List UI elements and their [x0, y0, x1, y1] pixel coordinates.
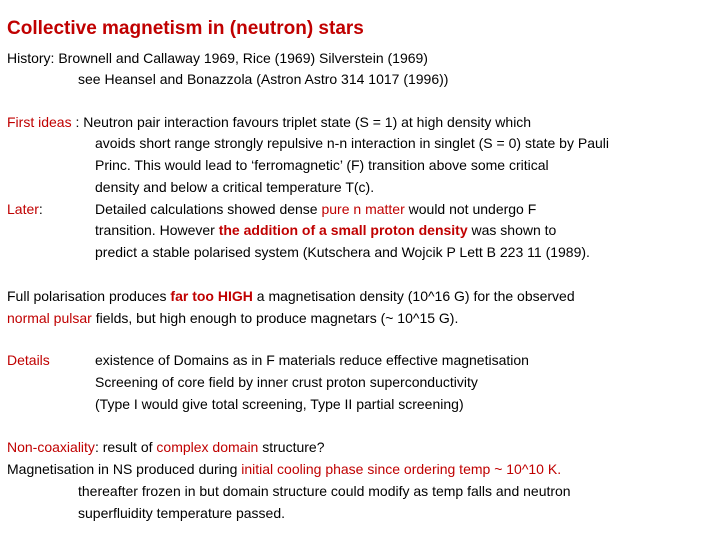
noncoax-line-2: [7, 459, 561, 480]
later-label-line: [7, 199, 43, 220]
first-ideas-text-1: Neutron pair interaction favours triplet state (S = 1) at high density which: [83, 114, 532, 130]
first-ideas-line-3: Princ. This would lead to ‘ferromagnetic’ (F) transition above some critical: [95, 157, 549, 173]
noncoax-text-2a: Magnetisation in NS produced during: [7, 461, 242, 477]
later-text-2c: was shown to: [467, 222, 557, 238]
later-text-1c: would not undergo F: [404, 201, 537, 217]
polarisation-text-1c: a magnetisation density (10^16 G) for the observed: [252, 288, 575, 304]
first-ideas-line-4: density and below a critical temperature T(c).: [95, 179, 375, 195]
slide-title: Collective magnetism in (neutron) stars: [7, 18, 364, 39]
first-ideas-line-1: [7, 112, 531, 133]
first-ideas-line-2: avoids short range strongly repulsive n-n interaction in singlet (S = 0) state by Pauli: [95, 135, 609, 151]
noncoax-text-1d: structure?: [258, 439, 325, 455]
polarisation-text-1a: Full polarisation produces: [7, 288, 171, 304]
later-separator: :: [38, 201, 43, 217]
first-ideas-label: First ideas: [7, 114, 72, 130]
details-line-2: Screening of core field by inner crust proton superconductivity: [95, 374, 478, 390]
first-ideas-separator: :: [71, 114, 84, 130]
noncoax-text-1b: : result of: [94, 439, 157, 455]
noncoax-highlight-initial-cooling: initial cooling phase since ordering temp ~ 10^10 K.: [241, 461, 562, 477]
polarisation-highlight-normal-pulsar: normal pulsar: [7, 310, 92, 326]
later-line-1: [95, 199, 536, 220]
later-text-1a: Detailed calculations showed dense: [95, 201, 322, 217]
later-highlight-proton-density: the addition of a small proton density: [218, 222, 468, 238]
noncoax-line-4: superfluidity temperature passed.: [78, 505, 285, 521]
later-label: Later: [7, 201, 39, 217]
details-line-3: (Type I would give total screening, Type II partial screening): [95, 396, 464, 412]
polarisation-line-2: [7, 308, 458, 329]
noncoax-line-3: thereafter frozen in but domain structure could modify as temp falls and neutron: [78, 483, 571, 499]
noncoax-label: Non-coaxiality: [7, 439, 95, 455]
details-line-1: existence of Domains as in F materials reduce effective magnetisation: [95, 352, 529, 368]
later-text-2a: transition. However: [95, 222, 219, 238]
history-line-2: see Heansel and Bonazzola (Astron Astro 314 1017 (1996)): [78, 71, 449, 87]
noncoax-line-1: [7, 437, 324, 458]
later-highlight-pure-n-matter: pure n matter: [321, 201, 405, 217]
noncoax-highlight-complex-domain: complex domain: [156, 439, 259, 455]
polarisation-line-1: [7, 286, 575, 307]
polarisation-highlight-far-too-high: far too HIGH: [170, 288, 253, 304]
history-line-1: History: Brownell and Callaway 1969, Rice (1969) Silverstein (1969): [7, 50, 428, 66]
later-line-2: [95, 220, 556, 241]
later-line-3: predict a stable polarised system (Kutschera and Wojcik P Lett B 223 11 (1989).: [95, 244, 590, 260]
details-label: Details: [7, 352, 50, 368]
polarisation-text-2b: fields, but high enough to produce magnetars (~ 10^15 G).: [91, 310, 459, 326]
